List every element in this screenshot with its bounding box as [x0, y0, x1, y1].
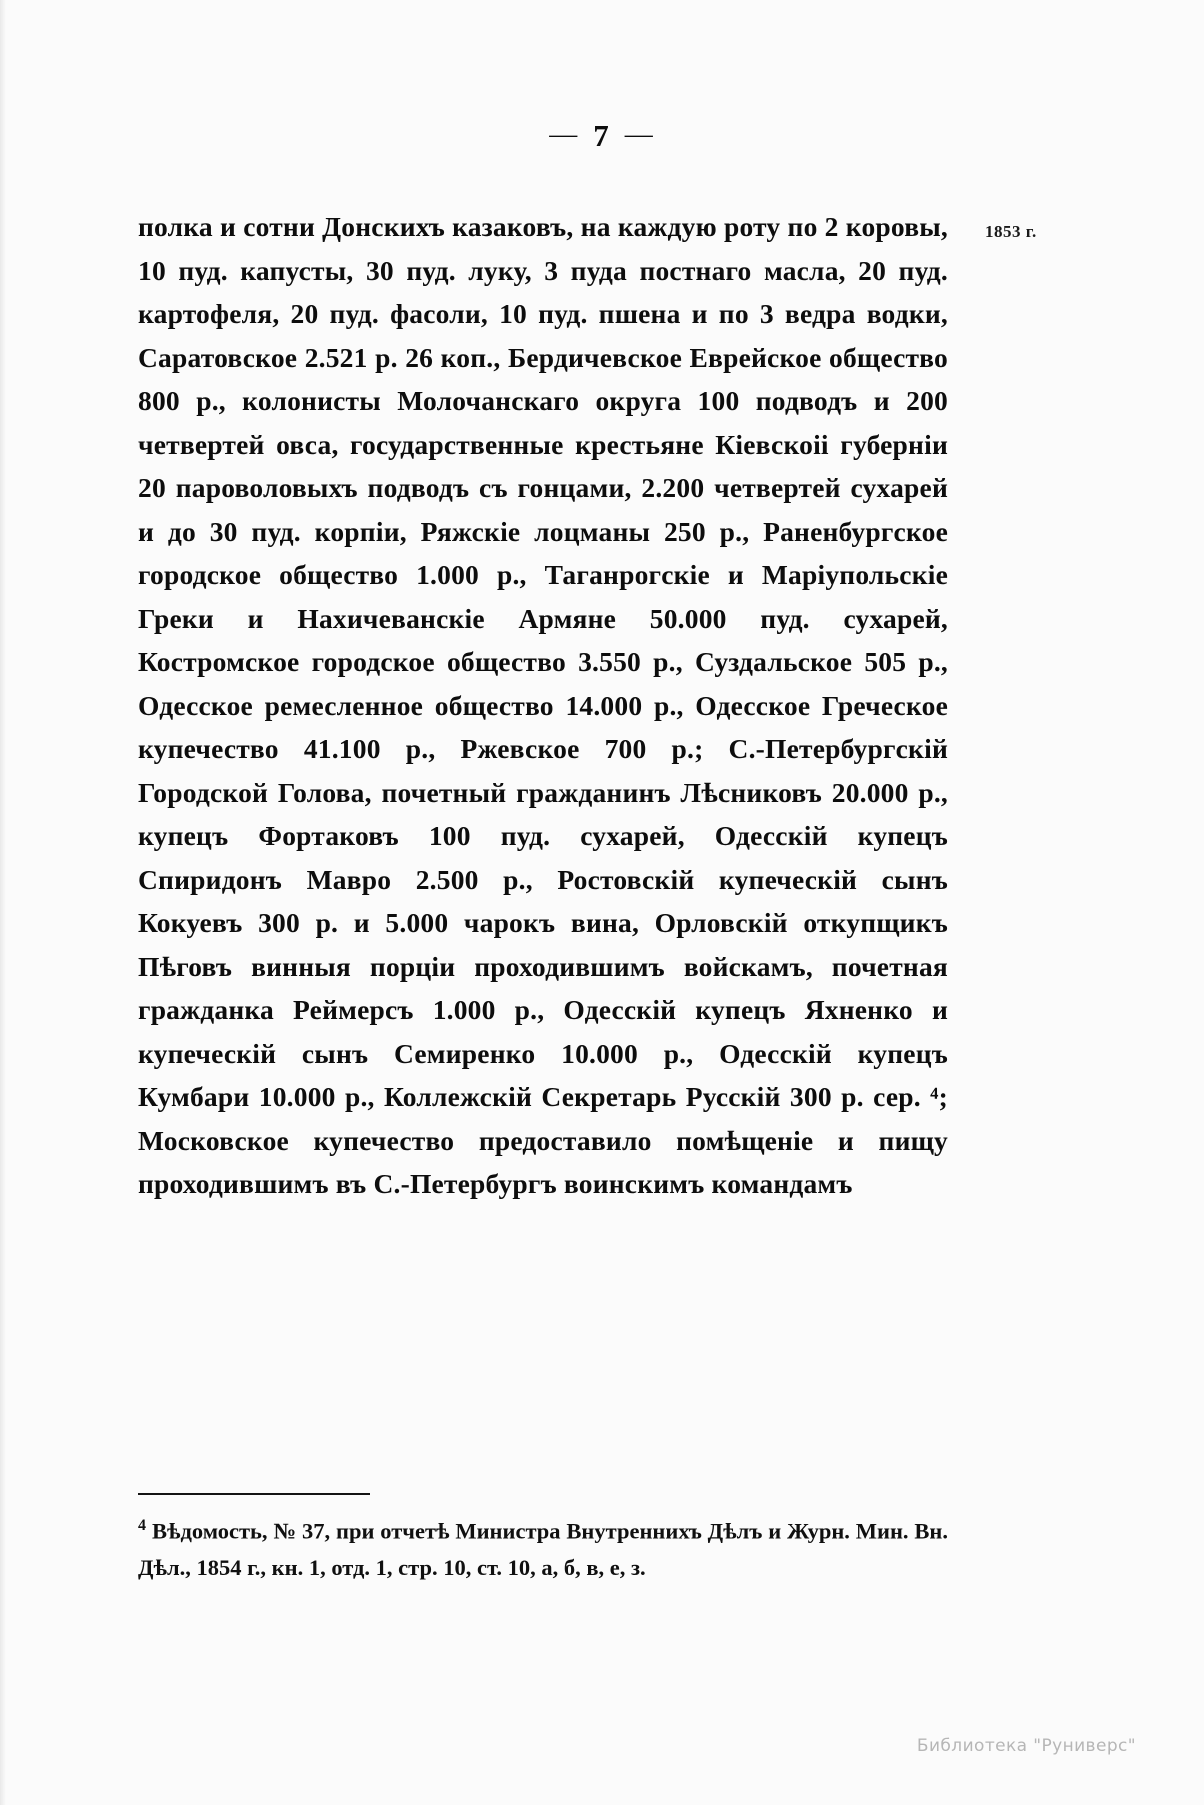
page-number-header: [0, 118, 1204, 154]
footnote-text: Вѣдомость, № 37, при отчетѣ Министра Внутреннихъ Дѣлъ и Журн. Мин. Вн. Дѣл., 1854 г., кн. 1, отд. 1, стр. 10, ст. 10, а, б, в, е, з.: [138, 1518, 948, 1580]
marginal-year-note: 1853 г.: [985, 222, 1037, 241]
footnote-block: [138, 1508, 948, 1586]
footnote-paragraph: [138, 1508, 948, 1586]
page-edge-shading: [0, 0, 6, 1805]
body-text-block: [138, 205, 948, 1206]
body-paragraph: полка и сотни Донскихъ казаковъ, на каждую роту по 2 коровы, 10 пуд. капусты, 30 пуд. луку, 3 пуда постнаго масла, 20 пуд. картофеля, 20 пуд. фасоли, 10 пуд. пшена и по 3 ведра водки, Саратовское 2.521 р. 26 коп., Бердичевское Еврейское общество 800 р., колонисты Молочанскаго округа 100 подводъ и 200 четвертей овса, государственные крестьяне Кіевскоіі губерніи 20 пароволовыхъ подводъ съ гонцами, 2.200 четвертей сухарей и до 30 пуд. корпіи, Ряжскіе лоцманы 250 р., Раненбургское городское общество 1.000 р., Таганрогскіе и Маріупольскіе Греки и Нахичеванскіе Армяне 50.000 пуд. сухарей, Костромское городское общество 3.550 р., Суздальское 505 р., Одесское ремесленное общество 14.000 р., Одесское Греческое купечество 41.100 р., Ржевское 700 р.; С.-Петербургскій Городской Голова, почетный гражданинъ Лѣсниковъ 20.000 р., купецъ Фортаковъ 100 пуд. сухарей, Одесскій купецъ Спиридонъ Мавро 2.500 р., Ростовскій купеческій сынъ Кокуевъ 300 р. и 5.000 чарокъ вина, Орловскій откупщикъ Пѣговъ винныя порціи проходившимъ войскамъ, почетная гражданка Реймерсъ 1.000 р., Одесскій купецъ Яхненко и купеческій сынъ Семиренко 10.000 р., Одесскій купецъ Кумбари 10.000 р., Коллежскій Секретарь Русскій 300 р. сер. ⁴; Московское купечество предоставило помѣщеніе и пищу проходившимъ въ С.-Петербургъ воинскимъ командамъ: [138, 211, 948, 1199]
library-watermark: Библиотека "Руниверс": [916, 1736, 1136, 1756]
footnote-marker: 4: [138, 1517, 146, 1534]
page-number-dash-right: —: [624, 119, 655, 150]
page-number-dash-left: —: [549, 119, 580, 150]
footnote-separator-rule: [138, 1493, 370, 1495]
page-number: 7: [593, 118, 611, 153]
